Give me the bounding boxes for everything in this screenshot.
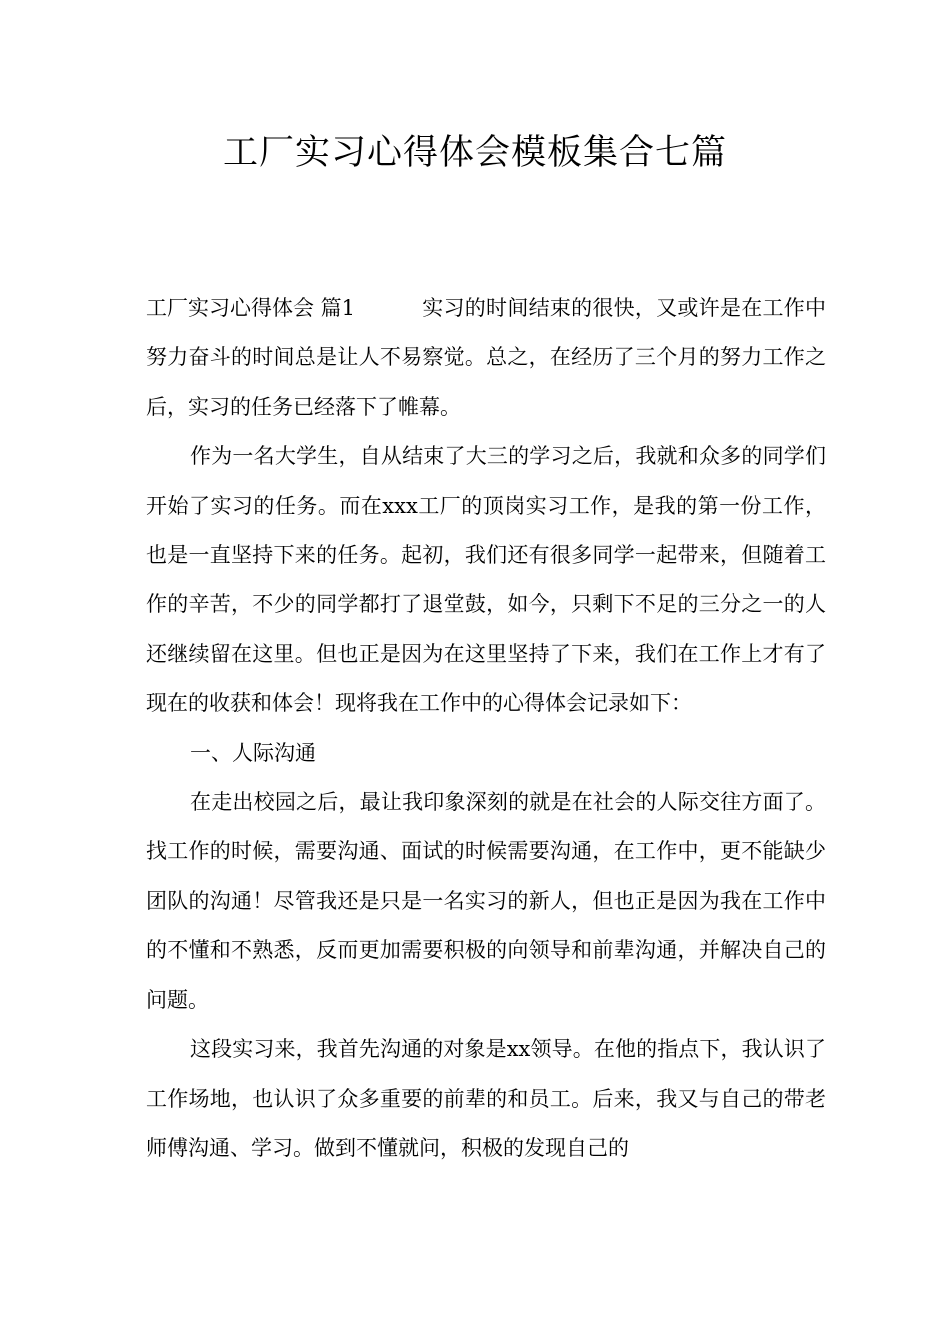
paragraph-1 [146, 284, 826, 432]
paragraph-1-text: 实习的时间结束的很快，又或许是在工作中努力奋斗的时间总是让人不易察觉。总之，在经历了三个月的努力工作之后，实习的任务已经落下了帷幕。 [146, 296, 826, 419]
paragraph-2: 作为一名大学生，自从结束了大三的学习之后，我就和众多的同学们开始了实习的任务。而在xxx工厂的顶岗实习工作，是我的第一份工作，也是一直坚持下来的任务。起初，我们还有很多同学一起带来，但随着工作的辛苦，不少的同学都打了退堂鼓，如今，只剩下不足的三分之一的人还继续留在这里。但也正是因为在这里坚持了下来，我们在工作上才有了现在的收获和体会！现将我在工作中的心得体会记录如下： [146, 444, 826, 716]
section-heading-1: 工厂实习心得体会 篇1 [146, 296, 356, 320]
paragraph-4: 这段实习来，我首先沟通的对象是xx领导。在他的指点下，我认识了工作场地，也认识了众多重要的前辈的和员工。后来，我又与自己的带老师傅沟通、学习。做到不懂就问，积极的发现自己的 [146, 1037, 826, 1160]
document-body [146, 284, 826, 1173]
paragraph-3: 在走出校园之后，最让我印象深刻的就是在社会的人际交往方面了。找工作的时候，需要沟通、面试的时候需要沟通，在工作中，更不能缺少团队的沟通！尽管我还是只是一名实习的新人，但也正是因为我在工作中的不懂和不熟悉，反而更加需要积极的向领导和前辈沟通，并解决自己的问题。 [146, 790, 826, 1012]
subheading-interpersonal: 一、人际沟通 [190, 740, 316, 765]
document-title: 工厂实习心得体会模板集合七篇 [222, 133, 727, 173]
